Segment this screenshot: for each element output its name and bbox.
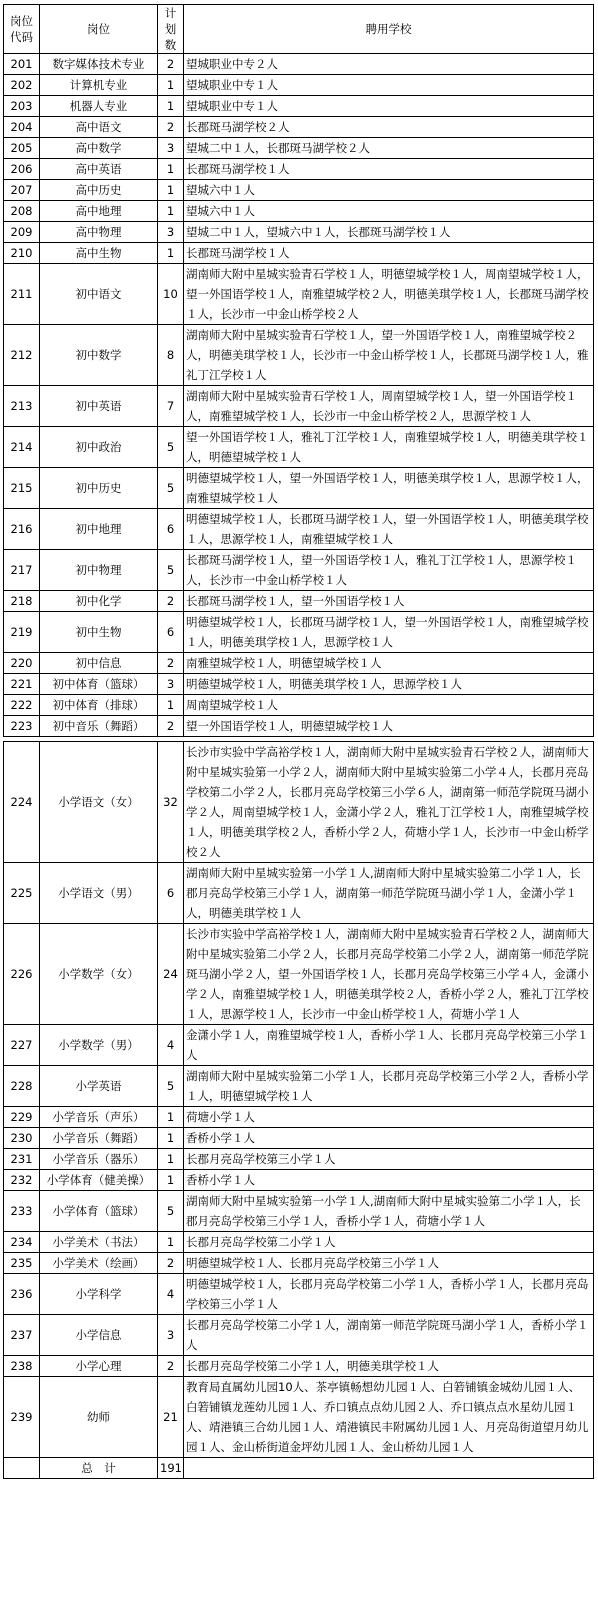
- row-position: 高中地理: [40, 201, 158, 222]
- table-body: [4, 54, 594, 1458]
- table-row: [4, 509, 594, 550]
- row-position: 高中历史: [40, 180, 158, 201]
- table-row: [4, 612, 594, 653]
- row-count: 10: [158, 264, 184, 325]
- row-code: 225: [4, 863, 40, 924]
- recruitment-table: [3, 4, 594, 1479]
- row-count: 1: [158, 1170, 184, 1191]
- row-position: 数字媒体技术专业: [40, 54, 158, 75]
- table-row: [4, 96, 594, 117]
- row-count: 2: [158, 653, 184, 674]
- row-count: 3: [158, 222, 184, 243]
- table-row: [4, 117, 594, 138]
- row-code: 203: [4, 96, 40, 117]
- row-code: 231: [4, 1149, 40, 1170]
- row-count: 5: [158, 427, 184, 468]
- row-count: 8: [158, 325, 184, 386]
- row-count: 3: [158, 138, 184, 159]
- row-schools: 周南望城学校１人: [184, 695, 594, 716]
- table-row: [4, 1232, 594, 1253]
- row-code: 221: [4, 674, 40, 695]
- row-count: 1: [158, 75, 184, 96]
- row-count: 1: [158, 243, 184, 264]
- row-schools: 明德望城学校１人，望一外国语学校１人，明德美琪学校１人，思源学校１人，南雅望城学校１人: [184, 468, 594, 509]
- row-position: 初中语文: [40, 264, 158, 325]
- row-code: 228: [4, 1066, 40, 1107]
- table-row: [4, 222, 594, 243]
- table-row: [4, 427, 594, 468]
- row-position: 小学语文（女）: [40, 742, 158, 863]
- row-position: 小学心理: [40, 1356, 158, 1377]
- row-code: 213: [4, 386, 40, 427]
- table-row: [4, 716, 594, 737]
- row-position: 初中地理: [40, 509, 158, 550]
- row-position: 初中生物: [40, 612, 158, 653]
- row-schools: 望城六中１人: [184, 180, 594, 201]
- row-schools: 望城六中１人: [184, 201, 594, 222]
- row-code: 220: [4, 653, 40, 674]
- row-code: 210: [4, 243, 40, 264]
- row-schools: 湖南师大附中星城实验第一小学１人,湖南师大附中星城实验第二小学１人，长郡月亮岛学校第三小学１人，香桥小学１人，荷塘小学１人: [184, 1191, 594, 1232]
- row-count: 3: [158, 674, 184, 695]
- row-position: 初中政治: [40, 427, 158, 468]
- row-code: 235: [4, 1253, 40, 1274]
- row-count: 1: [158, 159, 184, 180]
- row-code: 226: [4, 924, 40, 1025]
- row-count: 1: [158, 1107, 184, 1128]
- table-row: [4, 1066, 594, 1107]
- row-position: 高中英语: [40, 159, 158, 180]
- table-row: [4, 159, 594, 180]
- row-count: 6: [158, 863, 184, 924]
- row-code: 238: [4, 1356, 40, 1377]
- table-row: [4, 180, 594, 201]
- row-schools: 长沙市实验中学高裕学校１人，湖南师大附中星城实验青石学校２人，湖南师大附中星城实验第一小学２人，湖南师大附中星城实验第二小学４人，长郡月亮岛学校第二小学２人，长郡月亮岛学校第三小学６人，湖南第一师范学院斑马湖小学２人，周南望城学校１人，金潇小学２人，雅礼丁江学校１人，南雅望城学校１人，明德美琪学校２人，香桥小学２人，荷塘小学１人，长沙市一中金山桥学校２人: [184, 742, 594, 863]
- row-position: 高中语文: [40, 117, 158, 138]
- table-row: [4, 75, 594, 96]
- row-schools: 望一外国语学校１人，雅礼丁江学校１人，南雅望城学校１人，明德美琪学校１人，明德望城学校１人: [184, 427, 594, 468]
- row-code: 223: [4, 716, 40, 737]
- row-count: 5: [158, 550, 184, 591]
- table-row: [4, 742, 594, 863]
- table-row: [4, 243, 594, 264]
- row-code: 208: [4, 201, 40, 222]
- row-position: 小学美术（书法）: [40, 1232, 158, 1253]
- row-count: 1: [158, 1232, 184, 1253]
- total-count: 191: [158, 1458, 184, 1479]
- table-row: [4, 1356, 594, 1377]
- row-position: 高中生物: [40, 243, 158, 264]
- row-count: 1: [158, 180, 184, 201]
- row-position: 小学体育（篮球）: [40, 1191, 158, 1232]
- row-position: 计算机专业: [40, 75, 158, 96]
- row-position: 小学英语: [40, 1066, 158, 1107]
- row-position: 小学音乐（声乐）: [40, 1107, 158, 1128]
- table-row: [4, 653, 594, 674]
- table-row: [4, 924, 594, 1025]
- row-count: 5: [158, 1066, 184, 1107]
- row-position: 初中历史: [40, 468, 158, 509]
- row-code: 224: [4, 742, 40, 863]
- row-code: 214: [4, 427, 40, 468]
- row-count: 4: [158, 1025, 184, 1066]
- row-schools: 长沙市实验中学高裕学校１人，湖南师大附中星城实验青石学校２人，湖南师大附中星城实验第二小学２人，长郡月亮岛学校第二小学２人，湖南第一师范学院斑马湖小学２人，望一外国语学校１人，长郡月亮岛学校第三小学４人，金潇小学２人，南雅望城学校１人，明德美琪学校２人，香桥小学２人，雅礼丁江学校１人，思源学校１人，长沙市一中金山桥学校１人，荷塘小学１人: [184, 924, 594, 1025]
- row-code: 222: [4, 695, 40, 716]
- row-count: 2: [158, 117, 184, 138]
- row-schools: 望城职业中专１人: [184, 96, 594, 117]
- row-schools: 长郡斑马湖学校１人，望一外国语学校１人: [184, 591, 594, 612]
- row-position: 小学数学（男）: [40, 1025, 158, 1066]
- row-count: 2: [158, 591, 184, 612]
- row-code: 216: [4, 509, 40, 550]
- table-row: [4, 1191, 594, 1232]
- row-position: 高中物理: [40, 222, 158, 243]
- row-code: 229: [4, 1107, 40, 1128]
- row-position: 初中信息: [40, 653, 158, 674]
- row-count: 4: [158, 1274, 184, 1315]
- header-position: 岗位: [40, 5, 158, 54]
- header-count: 计划数: [158, 5, 184, 54]
- row-count: 21: [158, 1377, 184, 1458]
- row-count: 1: [158, 201, 184, 222]
- table-row: [4, 695, 594, 716]
- row-schools: 明德望城学校１人，长郡斑马湖学校１人，望一外国语学校１人，南雅望城学校１人，明德美琪学校１人，思源学校１人: [184, 612, 594, 653]
- table-row: [4, 1315, 594, 1356]
- table-row: [4, 1107, 594, 1128]
- table-row: [4, 1377, 594, 1458]
- row-position: 小学音乐（舞蹈）: [40, 1128, 158, 1149]
- row-schools: 湖南师大附中星城实验第二小学１人，长郡月亮岛学校第三小学２人，香桥小学１人，明德望城学校１人: [184, 1066, 594, 1107]
- row-code: 239: [4, 1377, 40, 1458]
- row-schools: 长郡斑马湖学校１人: [184, 159, 594, 180]
- row-position: 初中物理: [40, 550, 158, 591]
- table-row: [4, 54, 594, 75]
- row-schools: 望城职业中专１人: [184, 75, 594, 96]
- row-count: 2: [158, 1356, 184, 1377]
- row-count: 2: [158, 54, 184, 75]
- row-code: 236: [4, 1274, 40, 1315]
- table-row: [4, 1025, 594, 1066]
- row-position: 幼师: [40, 1377, 158, 1458]
- row-count: 5: [158, 1191, 184, 1232]
- row-schools: 教育局直属幼儿园10人、茶亭镇畅想幼儿园１人、白箬铺镇金城幼儿园１人、白箬铺镇龙莲幼儿园１人、乔口镇点点幼儿园２人、乔口镇点点水星幼儿园１人、靖港镇三合幼儿园１人、靖港镇民丰附属幼儿园１人、月亮岛街道望月幼儿园１人、金山桥街道金坪幼儿园１人、金山桥幼儿园１人: [184, 1377, 594, 1458]
- row-code: 207: [4, 180, 40, 201]
- row-schools: 香桥小学１人: [184, 1170, 594, 1191]
- row-position: 机器人专业: [40, 96, 158, 117]
- row-code: 202: [4, 75, 40, 96]
- row-code: 232: [4, 1170, 40, 1191]
- header-row: [4, 5, 594, 54]
- row-count: 3: [158, 1315, 184, 1356]
- row-position: 初中化学: [40, 591, 158, 612]
- table-row: [4, 264, 594, 325]
- row-code: 230: [4, 1128, 40, 1149]
- row-position: 小学美术（绘画）: [40, 1253, 158, 1274]
- table-row: [4, 1253, 594, 1274]
- row-schools: 湖南师大附中星城实验第一小学１人,湖南师大附中星城实验第二小学１人，长郡月亮岛学校第三小学１人，湖南第一师范学院斑马湖小学１人，金潇小学１人，明德美琪学校１人: [184, 863, 594, 924]
- row-count: 2: [158, 716, 184, 737]
- row-schools: 望城职业中专２人: [184, 54, 594, 75]
- row-code: 218: [4, 591, 40, 612]
- row-code: 209: [4, 222, 40, 243]
- row-schools: 长郡月亮岛学校第二小学１人，明德美琪学校１人: [184, 1356, 594, 1377]
- row-count: 1: [158, 1149, 184, 1170]
- row-position: 小学数学（女）: [40, 924, 158, 1025]
- row-code: 217: [4, 550, 40, 591]
- row-code: 211: [4, 264, 40, 325]
- row-schools: 金潇小学１人，南雅望城学校１人，香桥小学１人、长郡月亮岛学校第三小学１人: [184, 1025, 594, 1066]
- row-code: 219: [4, 612, 40, 653]
- row-position: 高中数学: [40, 138, 158, 159]
- row-schools: 湖南师大附中星城实验青石学校１人，望一外国语学校１人，南雅望城学校２人，明德美琪学校１人，长沙市一中金山桥学校１人，长郡斑马湖学校１人，雅礼丁江学校１人: [184, 325, 594, 386]
- row-schools: 望城二中１人，长郡斑马湖学校２人: [184, 138, 594, 159]
- row-schools: 湖南师大附中星城实验青石学校１人，明德望城学校１人，周南望城学校１人，望一外国语学校１人，南雅望城学校２人，明德美琪学校１人，长郡斑马湖学校１人，长沙市一中金山桥学校２人: [184, 264, 594, 325]
- row-schools: 荷塘小学１人: [184, 1107, 594, 1128]
- row-schools: 南雅望城学校１人，明德望城学校１人: [184, 653, 594, 674]
- table-row: [4, 138, 594, 159]
- table-row: [4, 468, 594, 509]
- table-row: [4, 1128, 594, 1149]
- row-schools: 明德望城学校１人、长郡月亮岛学校第三小学１人: [184, 1253, 594, 1274]
- row-schools: 长郡斑马湖学校１人: [184, 243, 594, 264]
- table-row: [4, 863, 594, 924]
- row-position: 小学信息: [40, 1315, 158, 1356]
- row-position: 初中英语: [40, 386, 158, 427]
- row-count: 1: [158, 96, 184, 117]
- row-count: 6: [158, 509, 184, 550]
- row-code: 234: [4, 1232, 40, 1253]
- row-count: 7: [158, 386, 184, 427]
- row-code: 233: [4, 1191, 40, 1232]
- header-schools: 聘用学校: [184, 5, 594, 54]
- row-code: 237: [4, 1315, 40, 1356]
- row-schools: 长郡月亮岛学校第三小学１人: [184, 1149, 594, 1170]
- row-schools: 长郡月亮岛学校第二小学１人，湖南第一师范学院斑马湖小学１人，香桥小学１人: [184, 1315, 594, 1356]
- table-row: [4, 1149, 594, 1170]
- total-row: [4, 1458, 594, 1479]
- row-code: 215: [4, 468, 40, 509]
- row-schools: 望城二中１人，望城六中１人，长郡斑马湖学校１人: [184, 222, 594, 243]
- row-schools: 湖南师大附中星城实验青石学校１人，周南望城学校１人，望一外国语学校１人，南雅望城学校１人，长沙市一中金山桥学校２人，思源学校１人: [184, 386, 594, 427]
- table-row: [4, 201, 594, 222]
- table-row: [4, 1170, 594, 1191]
- row-count: 1: [158, 695, 184, 716]
- row-schools: 长郡月亮岛学校第二小学１人: [184, 1232, 594, 1253]
- row-position: 初中体育（篮球）: [40, 674, 158, 695]
- row-schools: 长郡斑马湖学校１人，望一外国语学校１人，雅礼丁江学校１人，思源学校１人，长沙市一中金山桥学校１人: [184, 550, 594, 591]
- header-code: 岗位代码: [4, 5, 40, 54]
- row-position: 小学体育（健美操）: [40, 1170, 158, 1191]
- table-row: [4, 591, 594, 612]
- row-position: 小学音乐（器乐）: [40, 1149, 158, 1170]
- row-code: 201: [4, 54, 40, 75]
- table-row: [4, 386, 594, 427]
- table-row: [4, 674, 594, 695]
- row-count: 24: [158, 924, 184, 1025]
- table-row: [4, 325, 594, 386]
- row-position: 初中体育（排球）: [40, 695, 158, 716]
- row-code: 212: [4, 325, 40, 386]
- row-count: 1: [158, 1128, 184, 1149]
- row-count: 5: [158, 468, 184, 509]
- table-row: [4, 550, 594, 591]
- row-schools: 长郡斑马湖学校２人: [184, 117, 594, 138]
- row-position: 初中数学: [40, 325, 158, 386]
- table-row: [4, 1274, 594, 1315]
- row-code: 227: [4, 1025, 40, 1066]
- row-schools: 明德望城学校１人，长郡月亮岛学校第二小学１人，香桥小学１人，长郡月亮岛学校第三小学１人: [184, 1274, 594, 1315]
- row-count: 6: [158, 612, 184, 653]
- row-code: 205: [4, 138, 40, 159]
- total-label: 总 计: [40, 1458, 158, 1479]
- row-count: 32: [158, 742, 184, 863]
- row-position: 小学科学: [40, 1274, 158, 1315]
- row-count: 2: [158, 1253, 184, 1274]
- row-schools: 明德望城学校１人，长郡斑马湖学校１人，望一外国语学校１人，明德美琪学校１人，思源学校１人，南雅望城学校１人: [184, 509, 594, 550]
- row-schools: 明德望城学校１人，明德美琪学校１人，思源学校１人: [184, 674, 594, 695]
- row-schools: 望一外国语学校１人，明德望城学校１人: [184, 716, 594, 737]
- row-position: 小学语文（男）: [40, 863, 158, 924]
- row-code: 206: [4, 159, 40, 180]
- row-schools: 香桥小学１人: [184, 1128, 594, 1149]
- row-code: 204: [4, 117, 40, 138]
- row-position: 初中音乐（舞蹈）: [40, 716, 158, 737]
